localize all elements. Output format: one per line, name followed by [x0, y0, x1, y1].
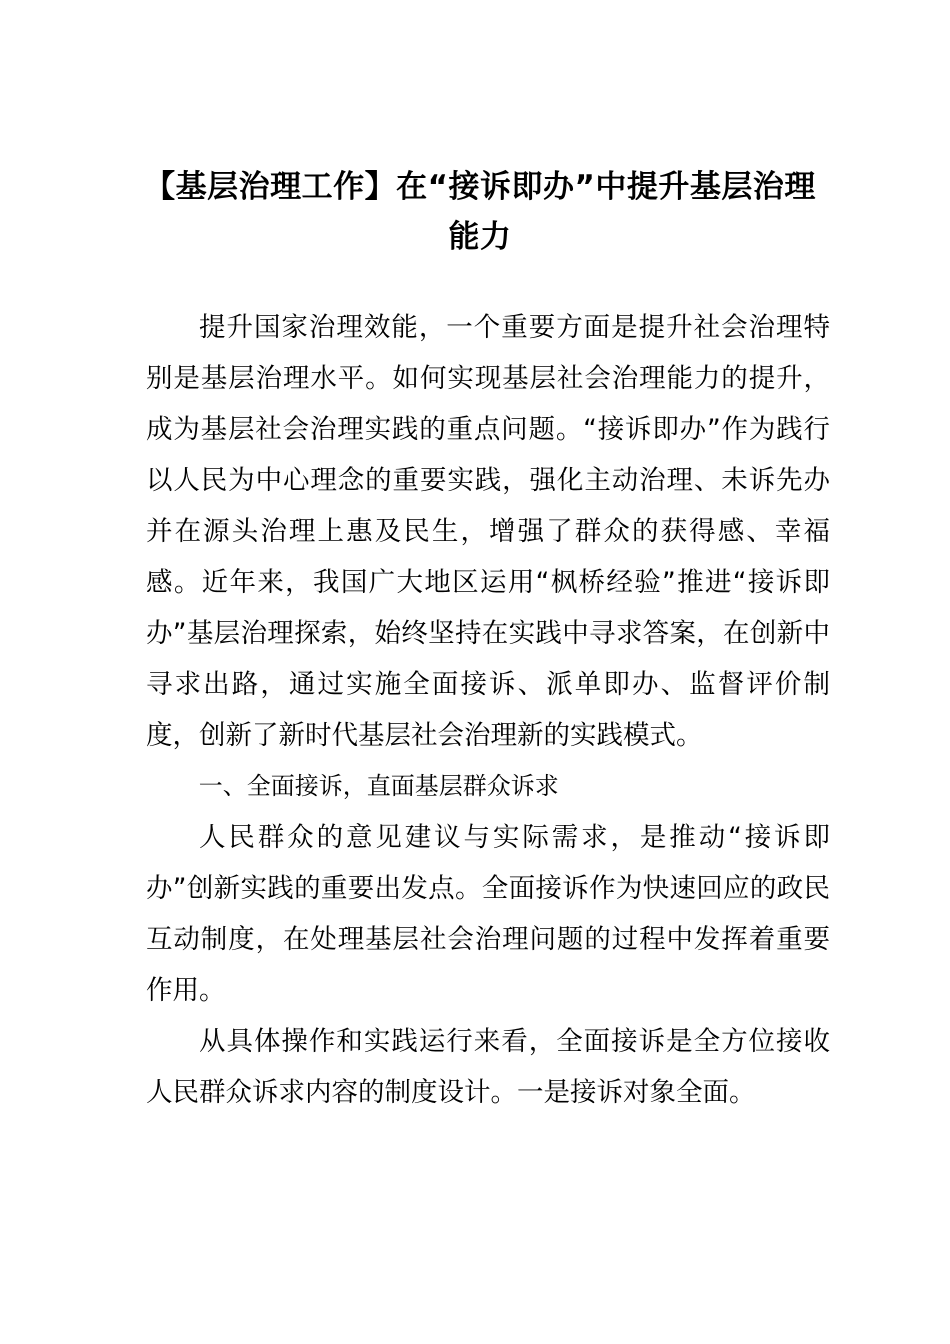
section-1-paragraph-1: 人民群众的意见建议与实际需求，是推动“接诉即办”创新实践的重要出发点。全面接诉作为快速回应的政民互动制度，在处理基层社会治理问题的过程中发挥着重要作用。	[146, 822, 830, 1006]
document-title: 【基层治理工作】在“接诉即办”中提升基层治理能力	[144, 169, 816, 255]
intro-paragraph: 提升国家治理效能，一个重要方面是提升社会治理特别是基层治理水平。如何实现基层社会治理能力的提升，成为基层社会治理实践的重点问题。“接诉即办”作为践行以人民为中心理念的重要实践，强化主动治理、未诉先办并在源头治理上惠及民生，增强了群众的获得感、幸福感。近年来，我国广大地区运用“枫桥经验”推进“接诉即办”基层治理探索，始终坚持在实践中寻求答案，在创新中寻求出路，通过实施全面接诉、派单即办、监督评价制度，创新了新时代基层社会治理新的实践模式。	[146, 312, 830, 751]
section-1-paragraph-2: 从具体操作和实践运行来看，全面接诉是全方位接收人民群众诉求内容的制度设计。一是接诉对象全面。	[146, 1026, 830, 1108]
document-body	[146, 302, 830, 1118]
section-heading-1: 一、全面接诉，直面基层群众诉求	[198, 772, 559, 800]
